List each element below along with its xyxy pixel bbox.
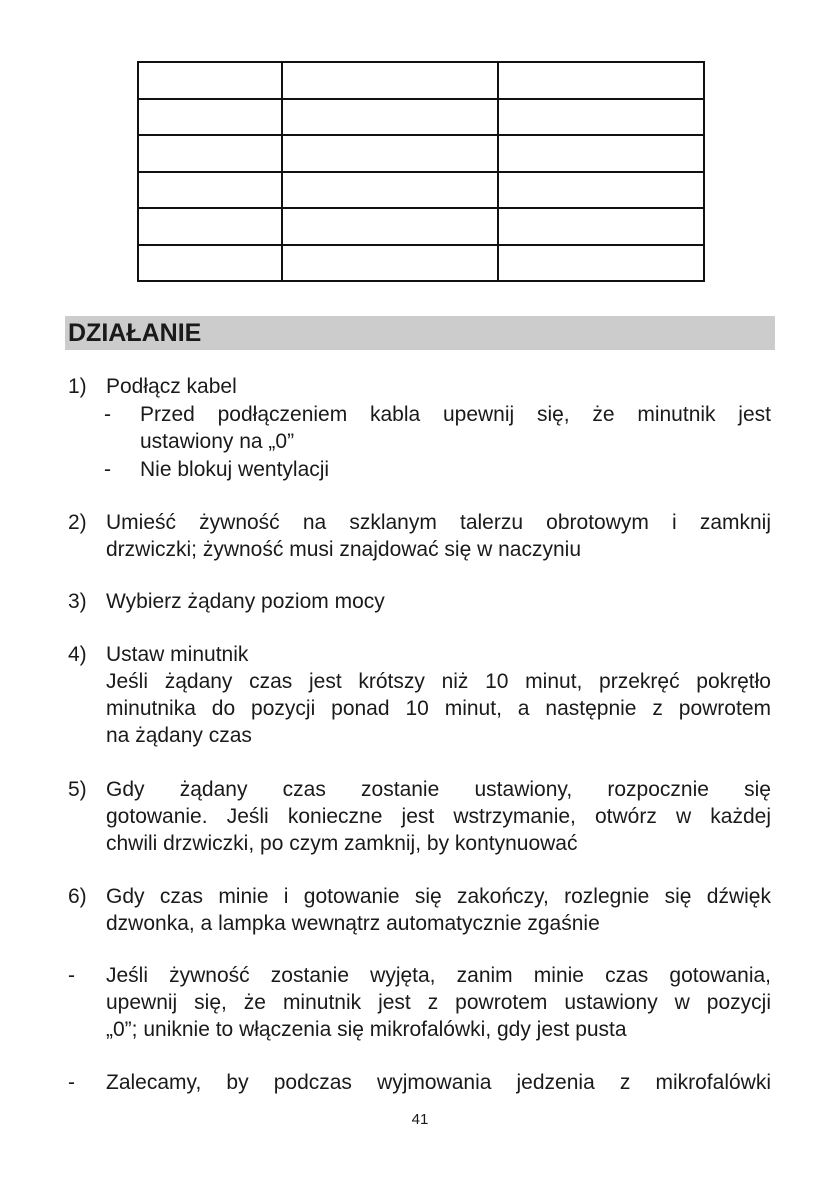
note-2-mark: -	[68, 1071, 75, 1094]
table-cell	[498, 62, 704, 99]
section-heading-text: DZIAŁANIE	[68, 319, 202, 347]
step-3-line-1: Wybierz żądany poziom mocy	[106, 590, 385, 613]
table-cell	[282, 99, 498, 136]
table-cell	[138, 99, 282, 136]
table-body	[138, 62, 704, 281]
step-1-bullet-2: Nie blokuj wentylacji	[140, 458, 330, 481]
note-1-line-2: upewnij się, że minutnik jest z powrotem ustawiony w pozycji	[106, 991, 771, 1014]
note-1-line-1: Jeśli żywność zostanie wyjęta, zanim minie czas gotowania,	[106, 964, 771, 987]
table-row	[138, 99, 704, 136]
step-5-line-1: Gdy żądany czas zostanie ustawiony, rozpocznie się	[106, 778, 771, 801]
step-2-line-2: drzwiczki; żywność musi znajdować się w naczyniu	[106, 538, 581, 561]
empty-table	[137, 61, 705, 282]
step-5-line-3: chwili drzwiczki, po czym zamknij, by kontynuować	[106, 832, 578, 855]
step-4-line-3: na żądany czas	[106, 724, 252, 747]
step-1-bullet-1-cont: ustawiony na „0”	[140, 430, 295, 453]
step-4-line-1: Jeśli żądany czas jest krótszy niż 10 minut, przekręć pokrętło	[106, 670, 771, 693]
step-4-line-2: minutnika do pozycji ponad 10 minut, a następnie z powrotem	[106, 697, 771, 720]
step-1-number: 1)	[68, 375, 87, 398]
table-cell	[282, 62, 498, 99]
table-cell	[138, 208, 282, 245]
step-6-line-1: Gdy czas minie i gotowanie się zakończy, rozlegnie się dźwięk	[106, 885, 771, 908]
section-heading	[65, 316, 775, 350]
table-cell	[138, 62, 282, 99]
table-cell	[498, 135, 704, 172]
table-cell	[498, 245, 704, 282]
table-cell	[138, 135, 282, 172]
step-6-number: 6)	[68, 885, 87, 908]
table-row	[138, 135, 704, 172]
note-2-line-1: Zalecamy, by podczas wyjmowania jedzenia z mikrofalówki	[106, 1071, 771, 1094]
step-6-line-2: dzwonka, a lampka wewnątrz automatycznie zgaśnie	[106, 912, 600, 935]
table-row	[138, 62, 704, 99]
step-4-number: 4)	[68, 643, 87, 666]
table-row	[138, 172, 704, 209]
table-cell	[282, 135, 498, 172]
note-1-mark: -	[68, 964, 75, 987]
table-cell	[498, 172, 704, 209]
step-5-number: 5)	[68, 778, 87, 801]
table-cell	[282, 245, 498, 282]
table-row	[138, 208, 704, 245]
table-cell	[138, 172, 282, 209]
step-2-line-1: Umieść żywność na szklanym talerzu obrotowym i zamknij	[106, 511, 771, 534]
table-cell	[138, 245, 282, 282]
step-1-title: Podłącz kabel	[106, 375, 237, 398]
table-cell	[498, 208, 704, 245]
table-cell	[282, 172, 498, 209]
step-1-bullet-1: Przed podłączeniem kabla upewnij się, że minutnik jest	[140, 403, 771, 426]
table-row	[138, 245, 704, 282]
table-cell	[498, 99, 704, 136]
note-1-line-3: „0”; uniknie to włączenia się mikrofalówki, gdy jest pusta	[106, 1018, 627, 1041]
step-5-line-2: gotowanie. Jeśli konieczne jest wstrzymanie, otwórz w każdej	[106, 805, 771, 828]
step-1-bullet-1-mark: -	[104, 403, 111, 426]
table-cell	[282, 208, 498, 245]
step-1-bullet-2-mark: -	[104, 458, 111, 481]
step-3-number: 3)	[68, 590, 87, 613]
page-number: 41	[411, 1111, 429, 1128]
step-4-title: Ustaw minutnik	[106, 643, 249, 666]
step-2-number: 2)	[68, 511, 87, 534]
